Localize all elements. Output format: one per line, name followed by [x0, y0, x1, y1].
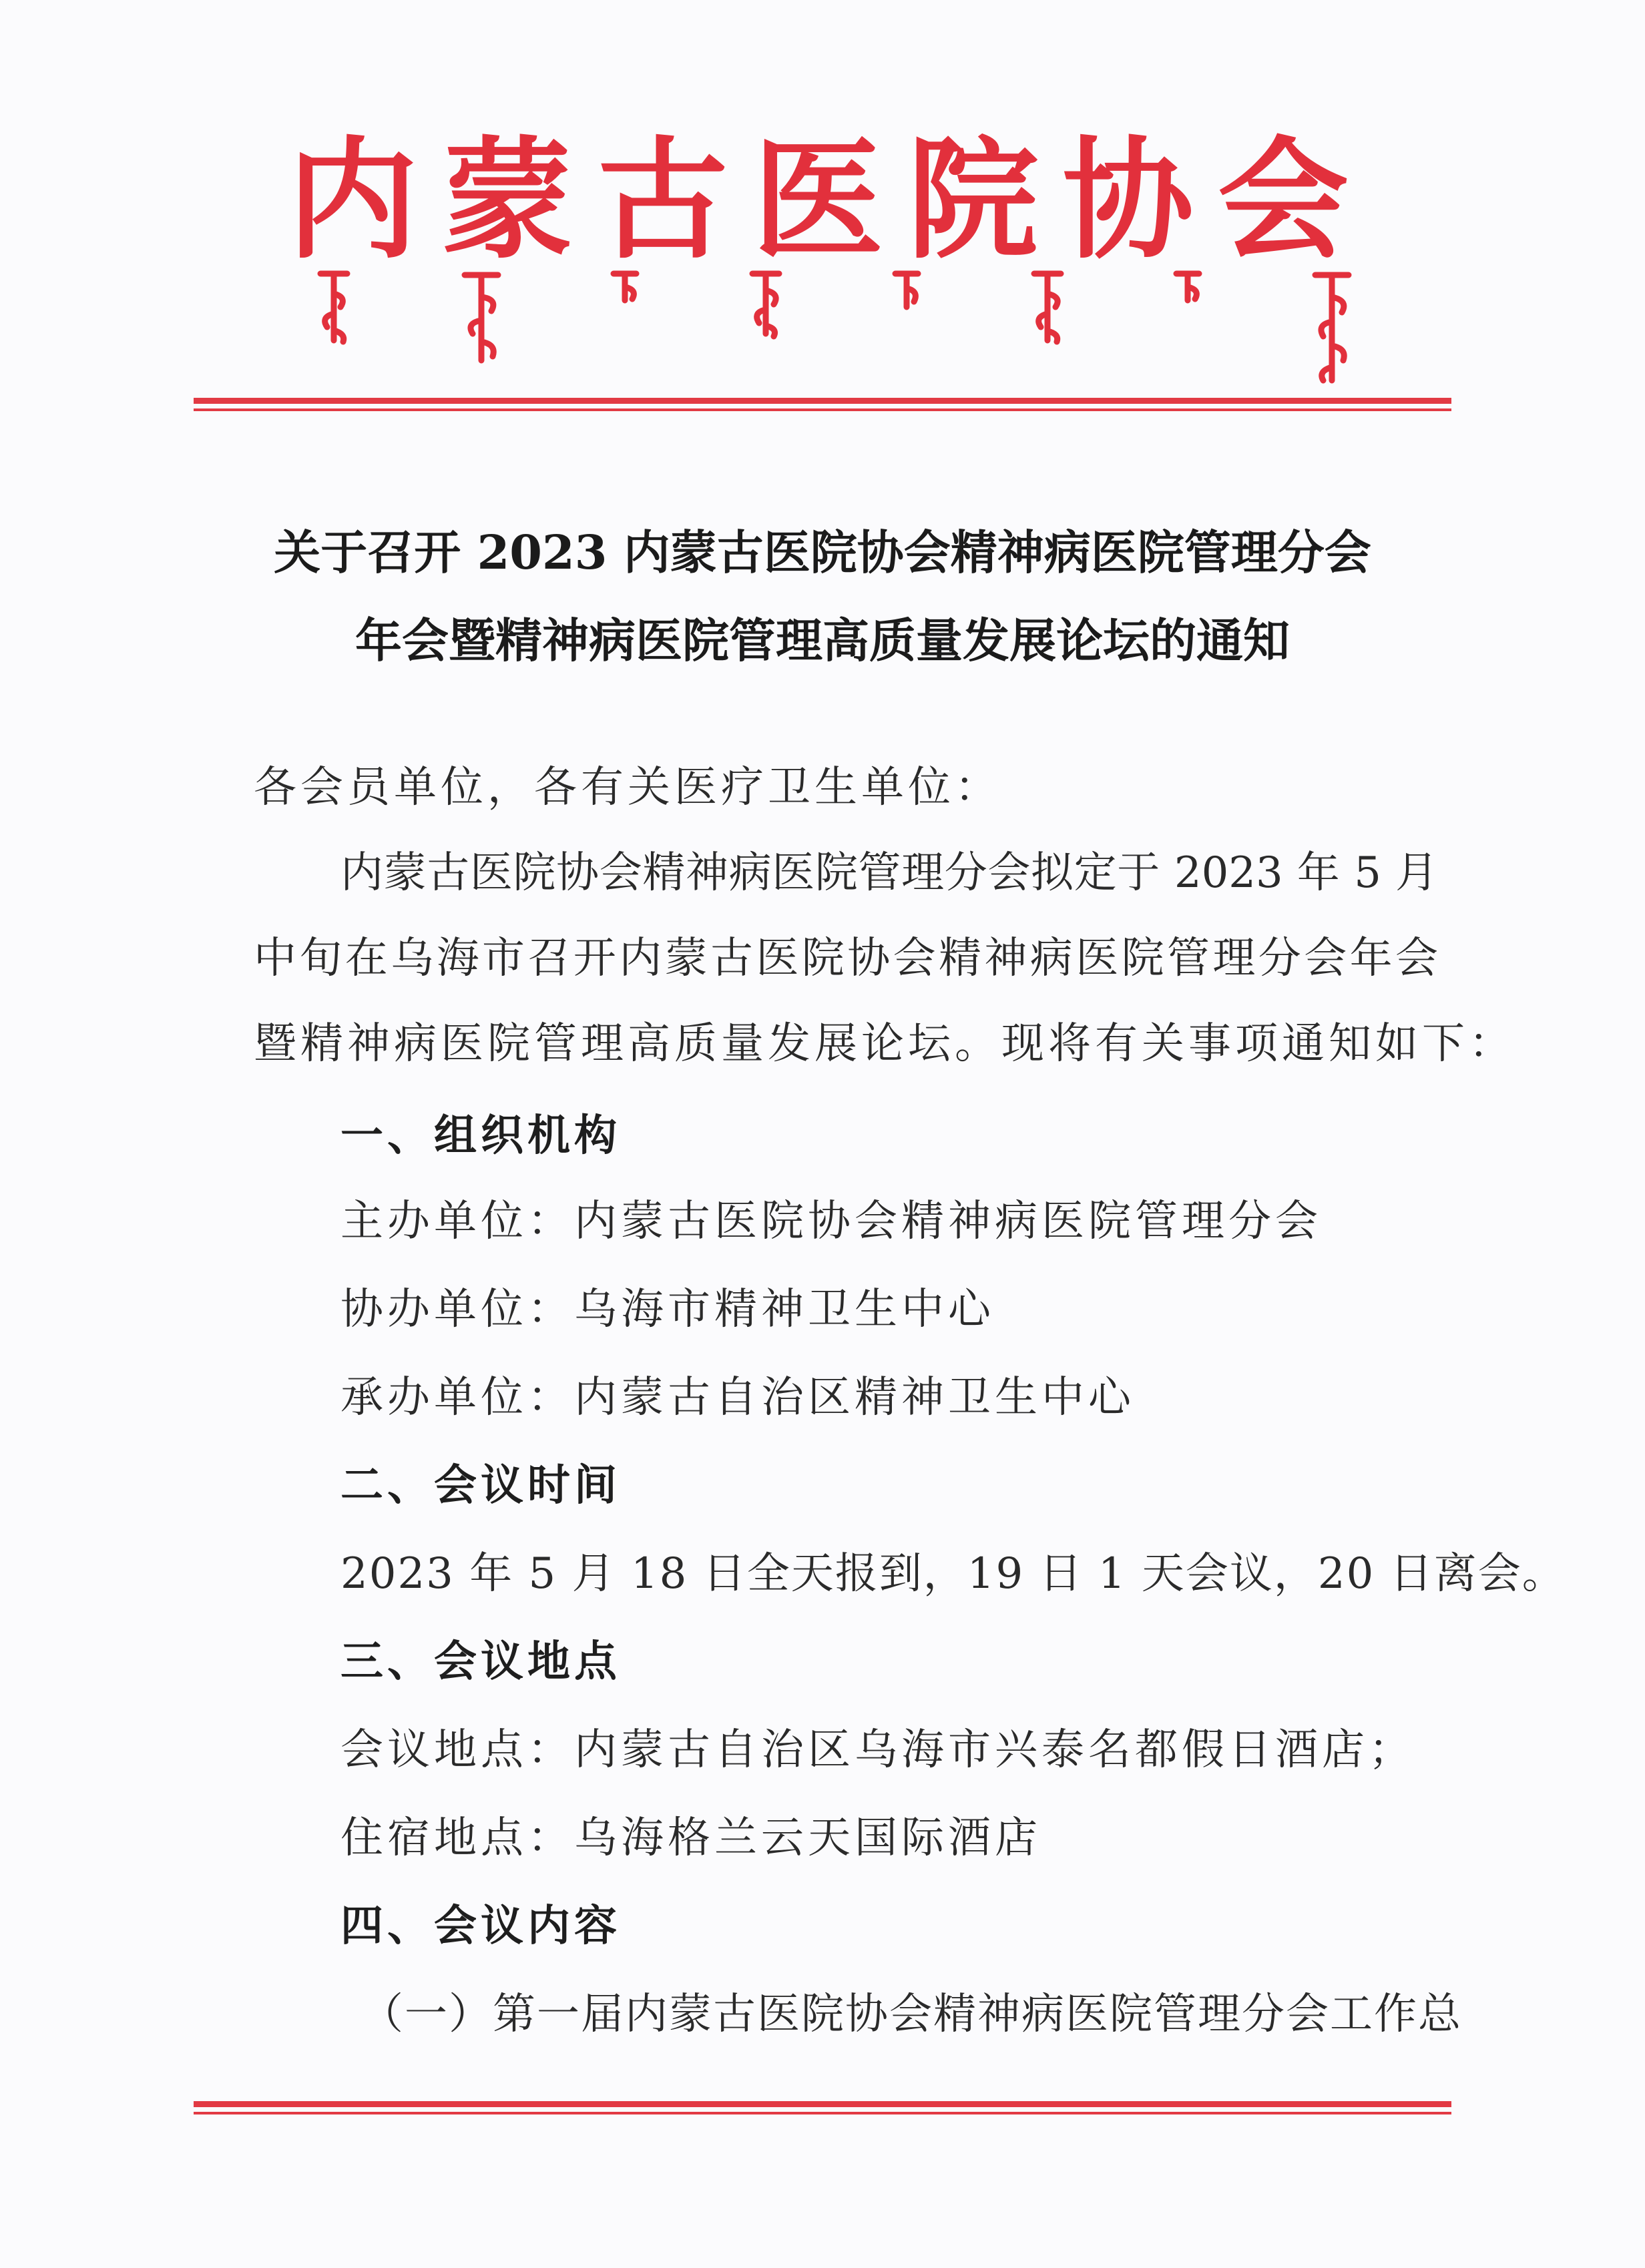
section-heading: 四、会议内容 — [340, 1901, 621, 1951]
letterhead-char: 医 — [752, 123, 883, 277]
mongolian-word-graphic — [890, 267, 923, 314]
footer-divider — [194, 2101, 1451, 2114]
mongolian-word-graphic — [458, 267, 505, 367]
mongolian-word-graphic — [314, 267, 354, 347]
mongolian-word-graphic — [1309, 267, 1355, 387]
section-line: 承办单位：内蒙古自治区精神卫生中心 — [340, 1373, 1135, 1422]
intro-line: 内蒙古医院协会精神病医院管理分会拟定于 2023 年 5 月 — [340, 848, 1438, 898]
letterhead-char: 蒙 — [442, 123, 573, 277]
section-heading: 三、会议地点 — [340, 1637, 621, 1687]
mongolian-word-graphic — [746, 267, 786, 340]
mongolian-word-graphic — [608, 267, 642, 307]
document-title-line-2: 年会暨精神病医院管理高质量发展论坛的通知 — [355, 613, 1290, 668]
mongolian-word-graphic — [1171, 267, 1204, 307]
section-line: （一）第一届内蒙古医院协会精神病医院管理分会工作总 — [361, 1990, 1462, 2039]
letterhead-char: 会 — [1217, 123, 1349, 277]
letterhead-char: 协 — [1062, 123, 1194, 277]
section-line: 住宿地点：乌海格兰云天国际酒店 — [340, 1813, 1041, 1863]
letterhead-mongolian-script — [314, 267, 1355, 394]
section-line: 2023 年 5 月 18 日全天报到，19 日 1 天会议，20 日离会。 — [340, 1549, 1566, 1599]
section-heading: 二、会议时间 — [340, 1460, 621, 1510]
letterhead-org-name — [287, 123, 1349, 277]
section-line: 主办单位：内蒙古医院协会精神病医院管理分会 — [340, 1197, 1322, 1246]
document-title-line-1: 关于召开 2023 内蒙古医院协会精神病医院管理分会 — [274, 525, 1371, 580]
letterhead-char: 古 — [597, 123, 728, 277]
letterhead-char: 院 — [907, 123, 1039, 277]
section-line: 协办单位：乌海市精神卫生中心 — [340, 1285, 995, 1334]
section-line: 会议地点：内蒙古自治区乌海市兴泰名都假日酒店； — [340, 1725, 1415, 1775]
intro-line: 中旬在乌海市召开内蒙古医院协会精神病医院管理分会年会 — [254, 934, 1438, 983]
salutation: 各会员单位，各有关医疗卫生单位： — [254, 763, 1001, 812]
letterhead-divider — [194, 398, 1451, 411]
letterhead-char: 内 — [287, 123, 419, 277]
mongolian-word-graphic — [1027, 267, 1068, 347]
section-heading: 一、组织机构 — [340, 1111, 621, 1161]
intro-line: 暨精神病医院管理高质量发展论坛。现将有关事项通知如下： — [254, 1019, 1515, 1069]
